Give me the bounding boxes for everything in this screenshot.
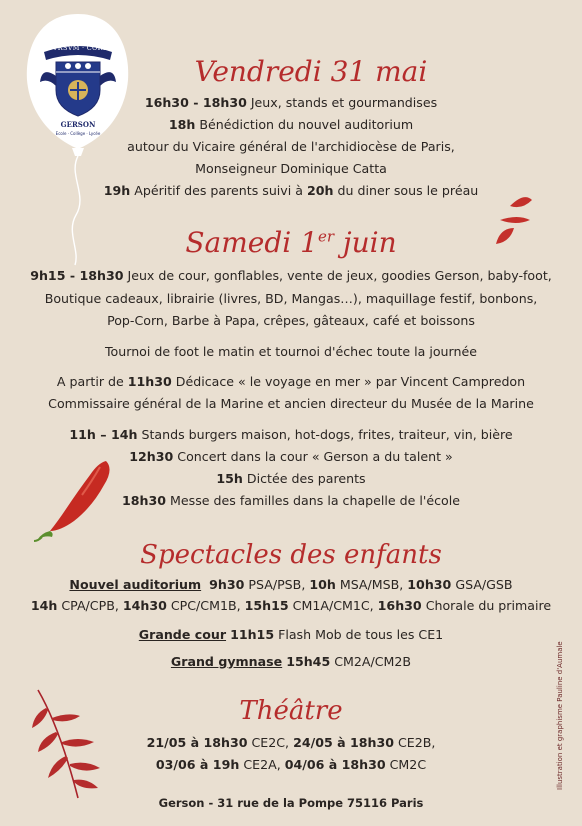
saturday-line-5: A partir de 11h30 Dédicace « le voyage en mer » par Vincent Campredon [56,374,526,389]
logo-name: GERSON [60,120,96,129]
chili-pepper-icon [30,455,120,550]
theatre-line-1: 21/05 à 18h30 CE2C, 24/05 à 18h30 CE2B, [146,735,436,750]
saturday-title: Samedi 1er juin [185,226,397,259]
theatre-line-2: 03/06 à 19h CE2A, 04/06 à 18h30 CM2C [155,757,427,772]
spectacles-title: Spectacles des enfants [140,540,442,570]
saturday-line-2: Boutique cadeaux, librairie (livres, BD, Mangas…), maquillage festif, bonbons, [44,291,538,306]
friday-line-4: Monseigneur Dominique Catta [195,161,387,176]
logo-motto: SVRSVM · CORDA [48,44,114,52]
red-leaf-branch-icon [30,688,110,803]
theatre-title: Théâtre [239,696,343,726]
spectacles-line-4: Grand gymnase 15h45 CM2A/CM2B [170,654,412,669]
saturday-line-4: Tournoi de foot le matin et tournoi d'échec toute la journée [105,344,477,359]
friday-line-1: 16h30 - 18h30 Jeux, stands et gourmandises [144,95,438,110]
saturday-line-8: 12h30 Concert dans la cour « Gerson a du talent » [129,449,453,464]
address: Gerson - 31 rue de la Pompe 75116 Paris [158,796,424,810]
credit: Illustration et graphisme Pauline d'Aumale [556,641,564,790]
saturday-line-10: 18h30 Messe des familles dans la chapelle de l'école [122,493,460,508]
saturday-line-7: 11h – 14h Stands burgers maison, hot-dogs, frites, traiteur, vin, bière [69,427,513,442]
petals-icon [490,192,540,252]
saturday-line-9: 15h Dictée des parents [216,471,366,486]
friday-line-2: 18h Bénédiction du nouvel auditorium [168,117,414,132]
friday-line-3: autour du Vicaire général de l'archidiocèse de Paris, [127,139,455,154]
friday-title: Vendredi 31 mai [194,55,428,88]
spectacles-line-2: 14h CPA/CPB, 14h30 CPC/CM1B, 15h15 CM1A/CM1C, 16h30 Chorale du primaire [30,598,552,613]
logo-subtitle: Ecole · Collège · Lycée [55,131,101,136]
saturday-line-1: 9h15 - 18h30 Jeux de cour, gonflables, vente de jeux, goodies Gerson, baby-foot, [30,268,552,283]
spectacles-line-3: Grande cour 11h15 Flash Mob de tous les CE1 [138,627,444,642]
spectacles-line-1: Nouvel auditorium 9h30 PSA/PSB, 10h MSA/MSB, 10h30 GSA/GSB [69,577,513,592]
saturday-line-6: Commissaire général de la Marine et ancien directeur du Musée de la Marine [48,396,534,411]
saturday-line-3: Pop-Corn, Barbe à Papa, crêpes, gâteaux, café et boissons [107,313,475,328]
friday-line-5: 19h Apéritif des parents suivi à 20h du diner sous le préau [103,183,479,198]
